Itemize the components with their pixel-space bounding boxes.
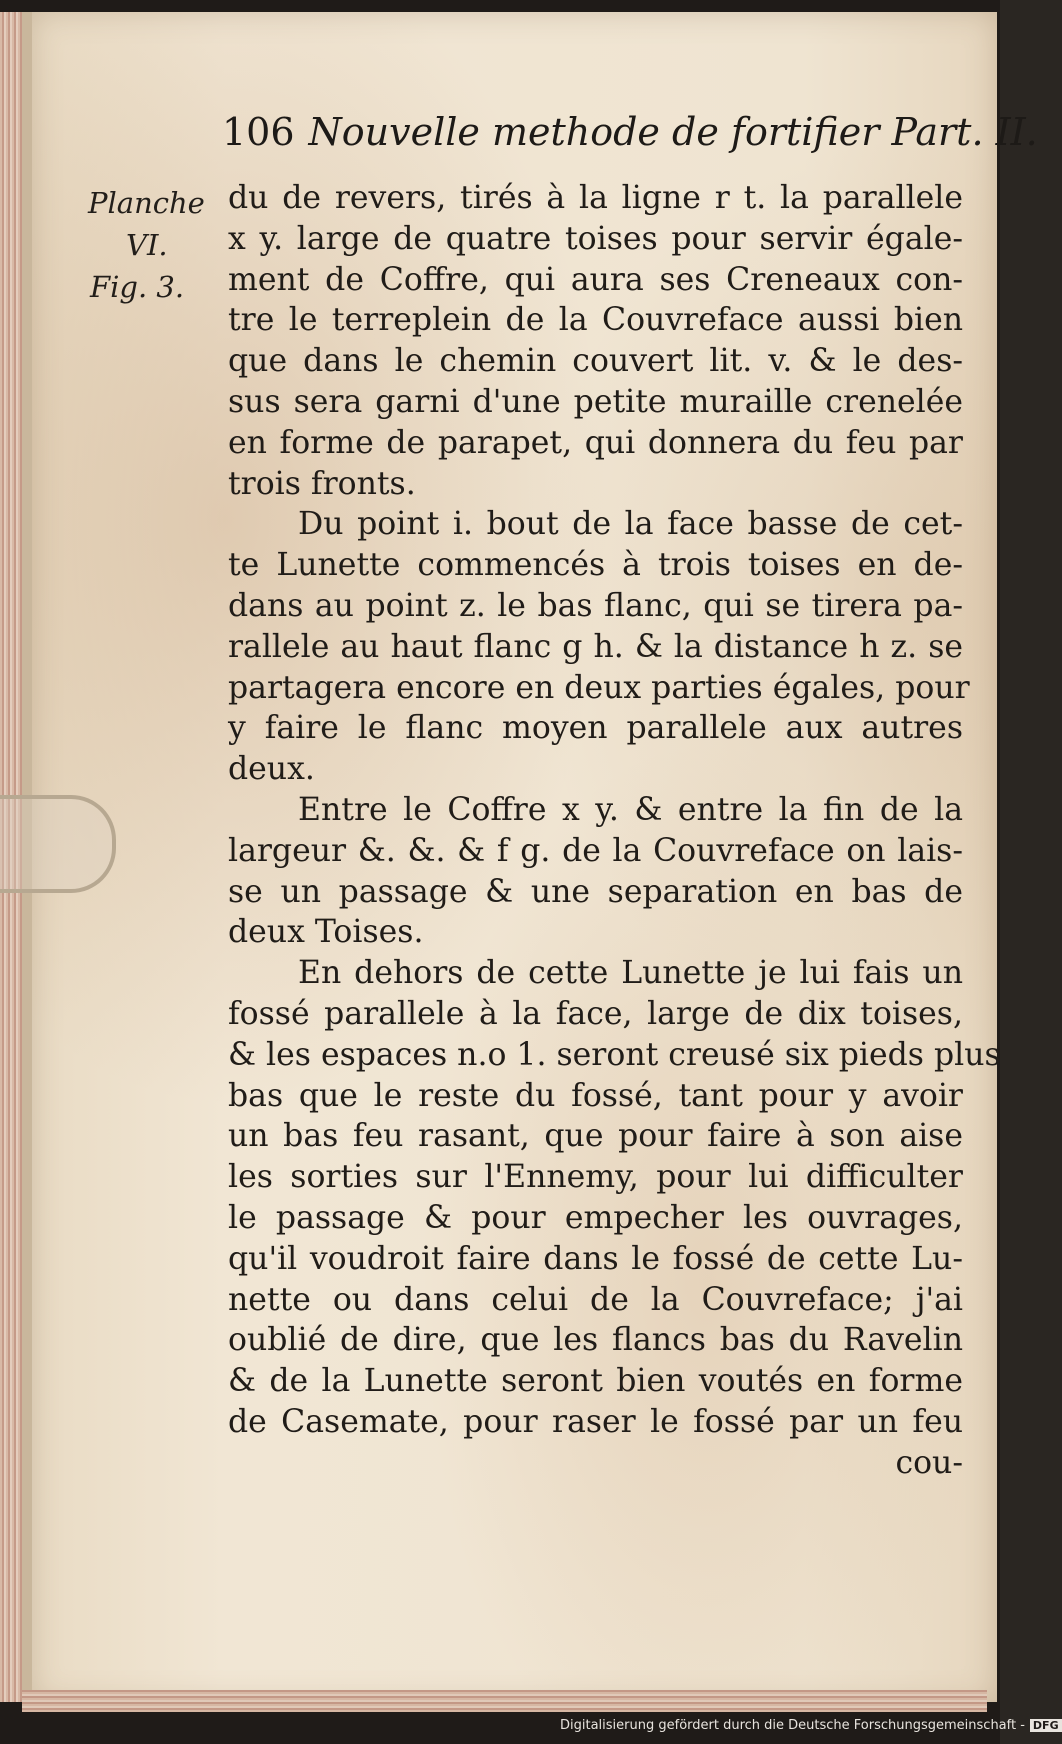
book-edge-bottom xyxy=(22,1690,987,1712)
text-line: le passage & pour empecher les ouvrages, xyxy=(228,1199,963,1236)
marginal-note xyxy=(88,182,208,308)
digitization-credit xyxy=(560,1718,1059,1733)
text-line: & les espaces n.o 1. seront creusé six pieds plus xyxy=(228,1036,1001,1073)
text-line: de Casemate, pour raser le fossé par un feu xyxy=(228,1403,963,1440)
text-line: bas que le reste du fossé, tant pour y avoir xyxy=(228,1077,963,1114)
marginal-note-line: Fig. 3. xyxy=(90,270,185,304)
text-line: En dehors de cette Lunette je lui fais un xyxy=(298,955,963,992)
running-header xyxy=(222,110,1038,154)
text-line: qu'il voudroit faire dans le fossé de cette Lu- xyxy=(228,1240,963,1277)
text-line: que dans le chemin couvert lit. v. & le des- xyxy=(228,343,963,380)
text-line: se un passage & une separation en bas de xyxy=(228,873,963,910)
text-line: tre le terreplein de la Couvreface aussi bien xyxy=(228,302,963,339)
text-line: deux. xyxy=(228,751,315,788)
text-line: les sorties sur l'Ennemy, pour lui difficulter xyxy=(228,1159,963,1196)
text-line: fossé parallele à la face, large de dix toises, xyxy=(228,995,963,1032)
text-line: un bas feu rasant, que pour faire à son aise xyxy=(228,1118,963,1155)
catchword: cou- xyxy=(895,1444,963,1481)
text-line: partagera encore en deux parties égales, pour xyxy=(228,669,970,706)
text-line: nette ou dans celui de la Couvreface; j'ai xyxy=(228,1281,963,1318)
page-number: 106 xyxy=(222,110,295,154)
paragraph xyxy=(228,504,970,790)
paragraph xyxy=(228,790,963,953)
text-line: rallele au haut flanc g h. & la distance h z. se xyxy=(228,628,963,665)
text-line: trois fronts. xyxy=(228,465,416,502)
page-clip xyxy=(0,795,116,893)
text-line: oublié de dire, que les flancs bas du Ravelin xyxy=(228,1322,963,1359)
credit-text: Digitalisierung gefördert durch die Deutsche Forschungsgemeinschaft - xyxy=(560,1718,1025,1733)
marginal-note-line: Planche xyxy=(88,186,205,220)
body-text xyxy=(228,178,1001,1484)
dfg-logo: DFG xyxy=(1030,1719,1062,1732)
text-line: y faire le flanc moyen parallele aux autres xyxy=(228,710,963,747)
text-line: dans au point z. le bas flanc, qui se tirera pa- xyxy=(228,587,963,624)
running-title: Nouvelle methode de fortifier Part. II. xyxy=(308,110,1038,154)
paragraph xyxy=(228,953,1001,1443)
text-line: en forme de parapet, qui donnera du feu par xyxy=(228,424,963,461)
text-line: deux Toises. xyxy=(228,914,424,951)
text-line: te Lunette commencés à trois toises en de- xyxy=(228,547,963,584)
text-line: sus sera garni d'une petite muraille crenelée xyxy=(228,383,963,420)
text-line: Entre le Coffre x y. & entre la fin de la xyxy=(298,791,963,828)
text-line: du de revers, tirés à la ligne r t. la parallele xyxy=(228,180,963,216)
text-line: & de la Lunette seront bien voutés en forme xyxy=(228,1363,963,1400)
text-line: Du point i. bout de la face basse de cet- xyxy=(298,506,963,543)
marginal-note-line: VI. xyxy=(126,228,168,262)
paragraph xyxy=(228,178,963,504)
text-line: x y. large de quatre toises pour servir égale- xyxy=(228,220,963,257)
text-line: largeur &. &. & f g. de la Couvreface on lais- xyxy=(228,832,963,869)
text-line: ment de Coffre, qui aura ses Creneaux con- xyxy=(228,261,963,298)
